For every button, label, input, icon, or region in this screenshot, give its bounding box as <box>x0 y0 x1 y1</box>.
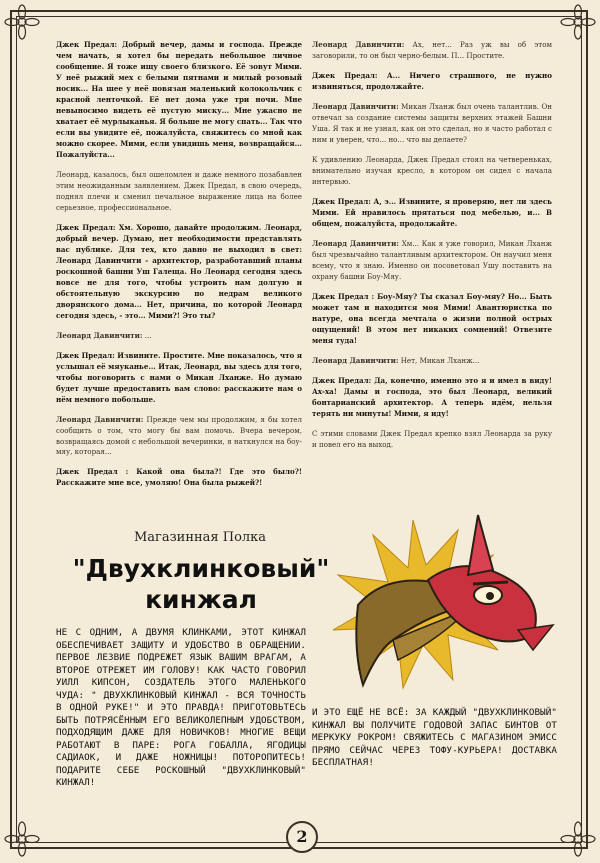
interview-paragraph: Джек Предал: А, э... Извините, я проверяю, нет ли здесь Мими. Ей нравилось прятаться под мебелью, и... В общем, пожалуйста, продолжайте. <box>312 196 552 228</box>
interview-paragraph: Джек Предал: Да, конечно, именно это я и имел в виду! Ах-ха! Дамы и господа, это был Леонард, великий бонтарианский архитектор. А теперь идём, нельзя терять ни минуты! Мими, я иду! <box>312 375 552 418</box>
interview-paragraph: К удивлению Леонарда, Джек Предал стоял на четвереньках, внимательно изучая кресло, в котором он сидел с начала интервью. <box>312 154 552 186</box>
flower-ornament-icon <box>2 2 42 42</box>
interview-paragraph: Леонард Давинчити: Микан Лханж был очень талантлив. Он отвечал за создание системы защиты верхних этажей Башни Уша. Я так и не узнал, как он это сделал, но я часто работал с ним и уверен, что... но... что вы делаете? <box>312 101 552 144</box>
interview-paragraph: Леонард Давинчити: ... <box>56 330 152 340</box>
ad-text-left: НЕ С ОДНИМ, А ДВУМЯ КЛИНКАМИ, ЭТОТ КИНЖАЛ ОБЕСПЕЧИВАЕТ ЗАЩИТУ И УДОБСТВО В ОБРАЩЕНИИ. ПЕРВОЕ ЛЕЗВИЕ ПОДРЕЖЕТ ЯЗЫК ВАШИМ ВРАГАМ, А ВТОРОЕ ОТРЕЖЕТ ИМ ГОЛОВУ! КАК ЧАСТО ГОВОРИЛ УИЛЛ КИПСОН, СОЗДАТЕЛЬ ЭТОГО МАЛЕНЬКОГО ЧУДА: " ДВУХКЛИНКОВЫЙ КИНЖАЛ - ВСЯ ТОЧНОСТЬ В ОДНОЙ РУКЕ!" И ЭТО ПРАВДА! ПРИГОТОВЬТЕСЬ БЫТЬ ПОТРЯСЁННЫМ ЕГО ВЕЛИКОЛЕПНЫМ УДОБСТВОМ, ПОДХОДЯЩИМ ДАЖЕ ДЛЯ НОВИЧКОВ! МНОГИЕ ВЕЩИ РАБОТАЮТ В ПАРЕ: РОГА ГОБАЛЛА, ЯГОДИЦЫ САДИАОК, И ДАЖЕ НОЖНИЦЫ! ПОТОРОПИТЕСЬ! ПОДАРИТЕ СЕБЕ РОСКОШНЫЙ "ДВУХКЛИНКОВЫЙ" КИНЖАЛ! <box>56 627 306 789</box>
page-number: 2 <box>286 821 318 853</box>
interview-paragraph: Леонард Давинчити: Хм... Как я уже говорил, Микан Лханж был чрезвычайно талантливым архитектором. Он научил меня всему, что я знаю. Именно он посоветовал Ушу поставить на охрану башни Боу-Мяу. <box>312 238 552 281</box>
interview-paragraph: Леонард Давинчити: Прежде чем мы продолжим, я бы хотел сообщить о том, что могу бы вам помочь. Вчера вечером, возвращаясь домой с небольшой вечеринки, я наткнулся на боу-мяу, которая... <box>56 414 302 457</box>
ad-title-line: "Двухклинковый" <box>72 554 330 583</box>
interview-paragraph: С этими словами Джек Предал крепко взял Леонарда за руку и повел его на выход. <box>312 428 552 449</box>
ad-text-right: И ЭТО ЕЩЁ НЕ ВСЁ: ЗА КАЖДЫЙ "ДВУХКЛИНКОВЫЙ" КИНЖАЛ ВЫ ПОЛУЧИТЕ ГОДОВОЙ ЗАПАС БИНТОВ ОТ МЕРКУКУ РОКРОМ! СВЯЖИТЕСЬ С МАГАЗИНОМ ЭМИСС ПРЯМО СЕЙЧАС ЧЕРЕЗ ТОФУ-КУРЬЕРА! ДОСТАВКА БЕСПЛАТНАЯ! <box>312 707 557 769</box>
interview-column-right <box>312 40 552 460</box>
interview-paragraph: Леонард Давинчити: Нет, Микан Лханж... <box>312 355 480 365</box>
interview-paragraph: Джек Предал: Хм. Хорошо, давайте продолжим. Леонард, добрый вечер. Думаю, нет необходимости представлять вас публике. Для тех, кто давно не выходил в свет: Леонард Давинчити - архитектор, разработавший планы роскошной башни Уш Галеща. Но Леонард сегодня здесь вовсе не для того, чтобы устроить нам долгую и обстоятельную экскурсию по недрам великого дворянского дома... Нет, причина, по которой Леонард сегодня здесь, - это... Мими?! Это ты? <box>56 222 302 320</box>
interview-column-left <box>56 40 302 498</box>
dagger-bird-illustration <box>318 510 558 695</box>
interview-paragraph: Леонард, казалось, был ошеломлен и даже немного позабавлен этим неожиданным заявлением. Джек Предал, в свою очередь, поднял плечи и сменил печальное выражение лица на более серьезное, профессиональное. <box>56 169 302 212</box>
ad-kicker: Магазинная Полка <box>133 530 267 545</box>
flower-ornament-icon <box>558 2 598 42</box>
interview-paragraph: Джек Предал: Извините. Простите. Мне показалось, что я услышал её мяуканье... Итак, Леонард, вы здесь для того, чтобы поговорить с нами о Микан Лханже. Но думаю будет лучше предоставить вам слово: расскажите нам о нём немного побольше. <box>56 350 302 404</box>
ad-title <box>56 553 346 616</box>
ad-title-line: кинжал <box>145 585 257 615</box>
interview-paragraph: Леонард Давинчити: Ах, нет... Раз уж вы об этом заговорили, то он был черно-белым. П... Простите. <box>312 40 552 60</box>
interview-paragraph: Джек Предал: А... Ничего страшного, не нужно извиняться, продолжайте. <box>312 70 552 91</box>
flower-ornament-icon <box>558 819 598 859</box>
interview-paragraph: Джек Предал : Боу-Мяу? Ты сказал Боу-мяу? Но... Быть может там и находится моя Мими! Авантюристка по натуре, она всегда мечтала о жизни полной острых ощущений! В этом нет никаких сомнений! Отвезите меня туда! <box>312 291 552 345</box>
interview-paragraph: Джек Предал: Добрый вечер, дамы и господа. Прежде чем начать, я хотел бы передать небольшое личное сообщение. Я тоже ищу своего близкого. Её зовут Мими. У неё рыжий мех с белыми пятнами и милый розовый носик... На шее у неё повязан маленький колокольчик с красной ленточкой. Её нет дома уже три ночи. Мне невыносимо видеть её пустую миску... Мне ужасно не хватает её мурлыканья. Я больше не могу спать... Так что если вы увидите её, пожалуйста, свяжитесь со мной как можно скорее. Мими, если увидишь меня, возвращайся... Пожалуйста... <box>56 40 302 159</box>
flower-ornament-icon <box>2 819 42 859</box>
interview-paragraph: Джек Предал : Какой она была?! Где это было?! Расскажите мне все, умоляю! Она была рыжей?! <box>56 467 302 488</box>
